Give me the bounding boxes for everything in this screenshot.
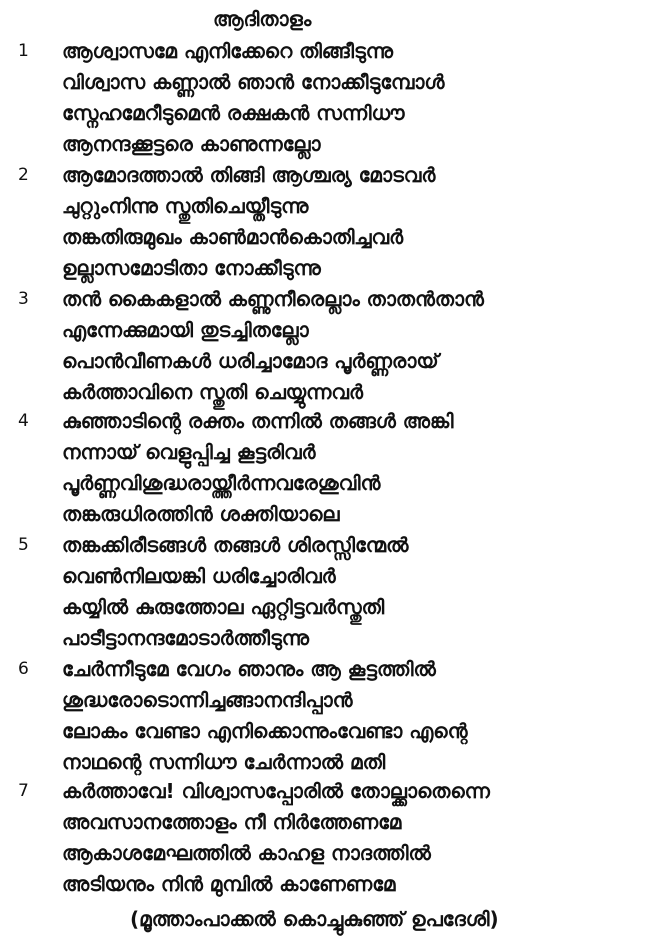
- verse-line: കയ്യിൽ കുരുത്തോല ഏറ്റിട്ടവർസ്തുതി: [62, 595, 385, 619]
- verse-number: 1: [18, 41, 29, 61]
- verse-line: പൂർണ്ണവിശുദ്ധരായ്ത്തീർന്നവരേശുവിൻ: [62, 471, 381, 495]
- verse-line: സ്നേഹമേറീടുമെൻ രക്ഷകൻ സന്നിധൗ: [62, 101, 405, 125]
- hymn-tune-title: ആദിതാളം: [213, 7, 312, 31]
- verse-line: ആശ്വാസമേ എനിക്കേറെ തിങ്ങീടുന്നു: [62, 39, 394, 63]
- verse-line: തങ്കതിരുമുഖം കാൺമാൻകൊതിച്ചവർ: [62, 225, 404, 249]
- verse-line: കർത്താവേ! വിശ്വാസപ്പോരിൽ തോല്ക്കാതെന്നെ: [62, 779, 490, 803]
- verse-line: തൻ കൈകളാൽ കണ്ണുനീരെല്ലാം താതൻതാൻ: [62, 287, 484, 311]
- verse-line: ചുറ്റുംനിന്നു സ്തുതിചെയ്തീടുന്നു: [62, 194, 309, 218]
- verse-line: ആനന്ദക്കൂട്ടരെ കാണുന്നല്ലോ: [62, 132, 321, 156]
- verse-line: അടിയനും നിൻ മുമ്പിൽ കാണേണമേ: [62, 872, 396, 896]
- verse-line: കുഞ്ഞാടിന്റെ രക്തം തന്നിൽ തങ്ങൾ അങ്കി: [62, 409, 454, 433]
- verse-line: ആകാശമേഘത്തിൽ കാഹള നാദത്തിൽ: [62, 841, 431, 865]
- verse-number: 6: [18, 659, 29, 679]
- verse-line: കർത്താവിനെ സ്തുതി ചെയ്യുന്നവർ: [62, 380, 363, 404]
- verse-line: ശുദ്ധരോടൊന്നിച്ചങ്ങാനന്ദിപ്പാൻ: [62, 688, 353, 712]
- verse-line: നാഥന്റെ സന്നിധൗ ചേർന്നാൽ മതി: [62, 750, 386, 774]
- verse-line: തങ്കക്കിരീടങ്ങൾ തങ്ങൾ ശിരസ്സിന്മേൽ: [62, 533, 409, 557]
- verse-line: വെൺനിലയങ്കി ധരിച്ചോരിവർ: [62, 564, 336, 588]
- verse-number: 4: [18, 411, 29, 431]
- verse-line: തങ്കരുധിരത്തിൻ ശക്തിയാലെ: [62, 502, 340, 526]
- verse-line: ആമോദത്താൽ തിങ്ങി ആശ്ചര്യ മോടവർ: [62, 163, 436, 187]
- verse-line: വിശ്വാസ കണ്ണാൽ ഞാൻ നോക്കീടുമ്പോൾ: [62, 70, 445, 94]
- verse-line: പൊൻവീണകൾ ധരിച്ചാമോദ പൂർണ്ണരായ്: [62, 349, 439, 373]
- verse-number: 5: [18, 535, 29, 555]
- verse-number: 7: [18, 781, 29, 801]
- verse-number: 3: [18, 289, 29, 309]
- verse-line: അവസാനത്തോളം നീ നിർത്തേണമേ: [62, 810, 402, 834]
- verse-line: ലോകം വേണ്ടാ എനിക്കൊന്നുംവേണ്ടാ എന്റെ: [62, 719, 468, 743]
- author-attribution: (മൂത്താംപാക്കൽ കൊച്ചുകുഞ്ഞ് ഉപദേശി): [130, 907, 499, 931]
- verse-line: ഉല്ലാസമോടിതാ നോക്കീടുന്നു: [62, 256, 321, 280]
- verse-line: നന്നായ് വെളുപ്പിച്ച കൂട്ടരിവർ: [62, 440, 316, 464]
- verse-number: 2: [18, 165, 29, 185]
- verse-line: പാടീട്ടാനന്ദമോടാർത്തീടുന്നു: [62, 626, 310, 650]
- verse-line: ചേർന്നീടുമേ വേഗം ഞാനും ആ കൂട്ടത്തിൽ: [62, 657, 436, 681]
- verse-line: എന്നേക്കുമായി തുടച്ചിതല്ലോ: [62, 318, 309, 342]
